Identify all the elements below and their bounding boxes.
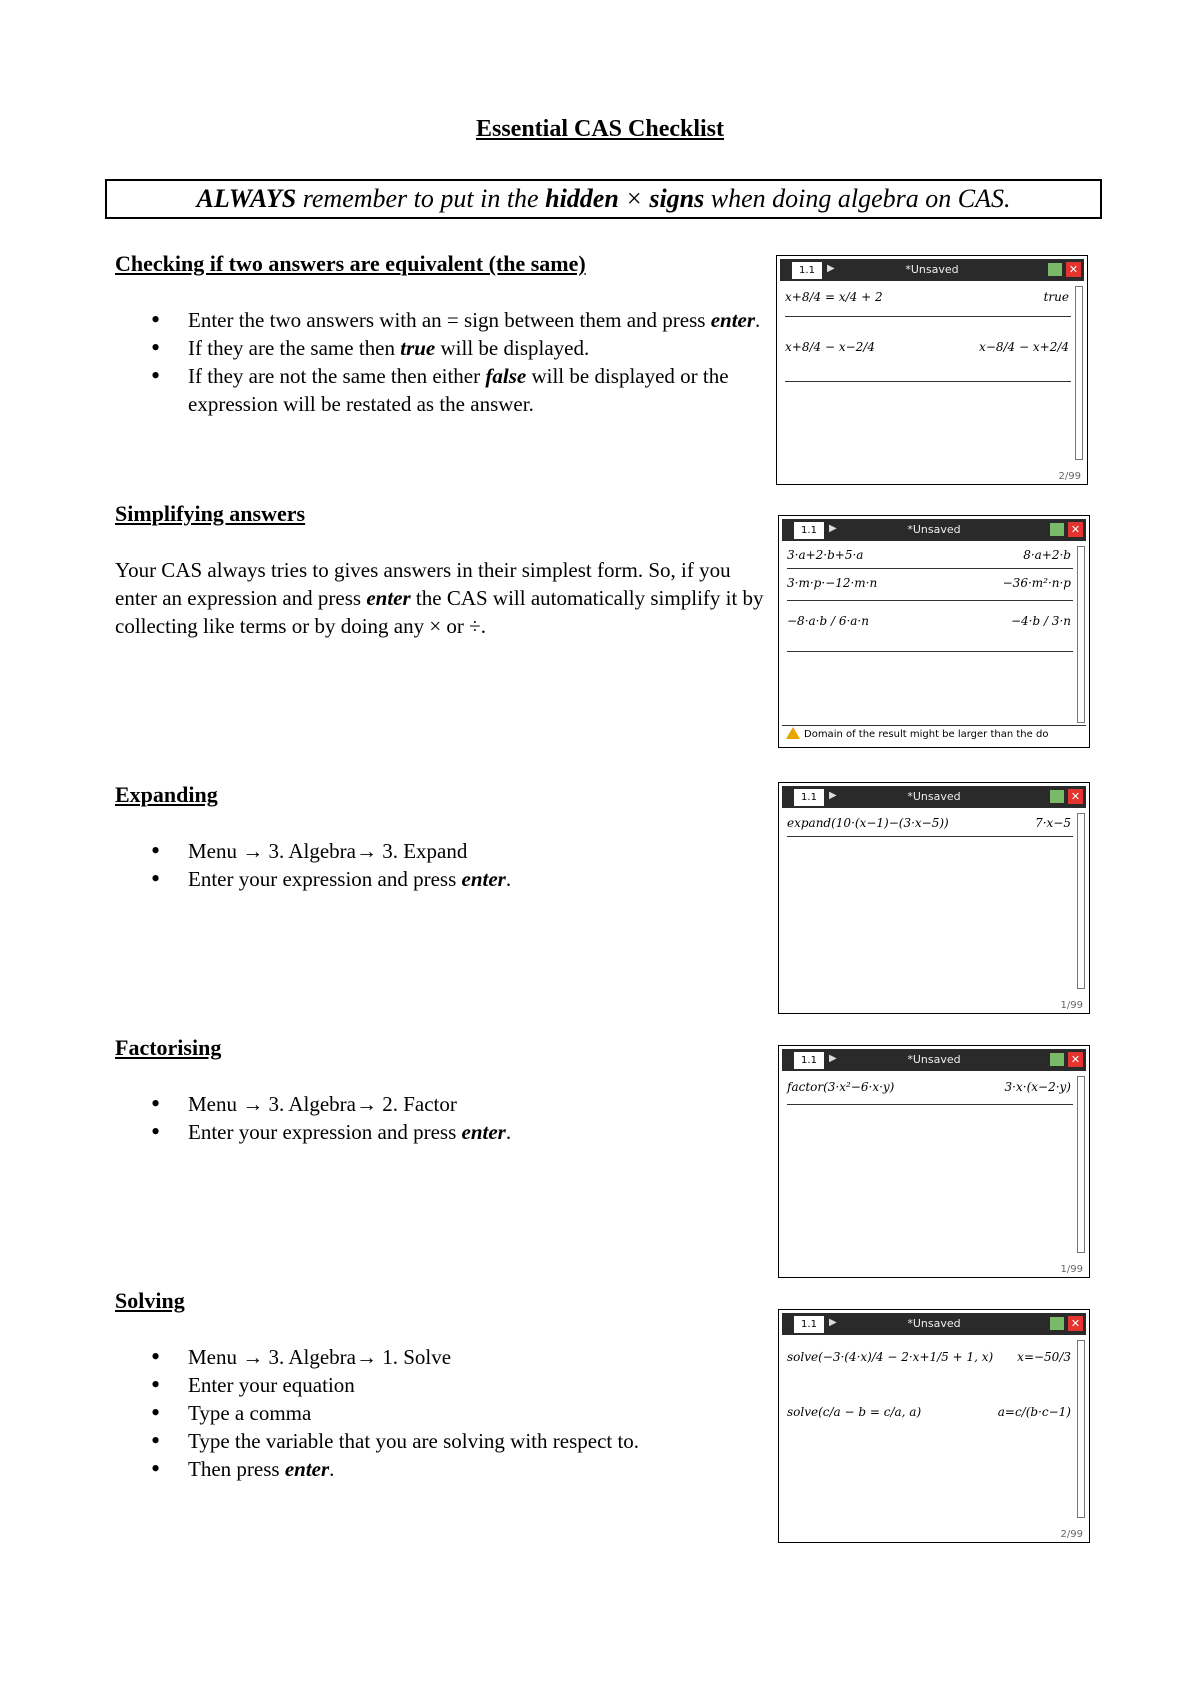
calculator-screenshot: 1.1 ▶ *Unsaved ✕ expand(10·(x−1)−(3·x−5)) 7·x−5 1/99 <box>778 782 1090 1014</box>
warning-icon <box>786 727 800 739</box>
banner-text-1: remember to put in the <box>296 184 546 213</box>
entry-counter: 2/99 <box>1058 471 1081 482</box>
section-expanding <box>115 781 765 893</box>
banner-always: ALWAYS <box>196 184 297 213</box>
list-item: • Enter your equation <box>115 1371 765 1399</box>
page-title: Essential CAS Checklist <box>475 116 725 142</box>
banner-signs: signs <box>649 184 705 213</box>
battery-icon <box>1050 1053 1064 1066</box>
section-heading: Checking if two answers are equivalent (the same) <box>115 251 586 276</box>
tab-1-1: 1.1 <box>794 789 824 806</box>
list-item: • Menu → 3. Algebra→ 2. Factor <box>115 1090 765 1118</box>
close-icon: ✕ <box>1068 1052 1083 1067</box>
list-item: • Menu → 3. Algebra→ 3. Expand <box>115 837 765 865</box>
calculator-screenshot: 1.1 ▶ *Unsaved ✕ x+8/4 = x/4 + 2 true x+8/4 − x−2/4 x−8/4 − x+2/4 2/99 <box>776 255 1088 485</box>
entry-counter: 1/99 <box>1060 1264 1083 1275</box>
section-heading: Factorising <box>115 1035 222 1060</box>
list-item: • Type the variable that you are solving with respect to. <box>115 1427 765 1455</box>
reminder-banner <box>105 179 1102 219</box>
document-name: *Unsaved <box>907 1317 961 1330</box>
list-item: • Then press enter. <box>115 1455 765 1483</box>
close-icon: ✕ <box>1068 522 1083 537</box>
banner-text-2: when doing algebra on CAS. <box>704 184 1011 213</box>
document-name: *Unsaved <box>907 790 961 803</box>
section-heading: Expanding <box>115 782 218 807</box>
arrow-right-icon: ▶ <box>829 790 837 801</box>
bullet-list <box>115 837 765 893</box>
arrow-right-icon: ▶ <box>829 523 837 534</box>
calc-title-bar <box>780 259 1084 281</box>
entry-counter: 2/99 <box>1060 1529 1083 1540</box>
scrollbar <box>1077 813 1085 989</box>
section-equivalent <box>115 250 765 418</box>
scrollbar <box>1077 1340 1085 1518</box>
banner-hidden: hidden <box>545 184 619 213</box>
section-simplifying <box>115 500 765 640</box>
section-solving <box>115 1287 765 1483</box>
tab-1-1: 1.1 <box>794 1052 824 1069</box>
battery-icon <box>1050 1317 1064 1330</box>
list-item: • Enter the two answers with an = sign between them and press enter. <box>115 306 765 334</box>
section-factorising <box>115 1034 765 1146</box>
document-name: *Unsaved <box>907 1053 961 1066</box>
arrow-right-icon: ▶ <box>829 1053 837 1064</box>
document-name: *Unsaved <box>907 523 961 536</box>
list-item: • If they are the same then true will be displayed. <box>115 334 765 362</box>
battery-icon <box>1050 523 1064 536</box>
calculator-screenshot: 1.1 ▶ *Unsaved ✕ solve(−3·(4·x)/4 − 2·x+1/5 + 1, x) x=−50/3 solve(c/a − b = c/a, a) a=c/(b·c−1) 2/99 <box>778 1309 1090 1543</box>
list-item: • Menu → 3. Algebra→ 1. Solve <box>115 1343 765 1371</box>
arrow-right-icon: ▶ <box>829 1317 837 1328</box>
tab-1-1: 1.1 <box>792 262 822 279</box>
section-heading: Solving <box>115 1288 185 1313</box>
scrollbar <box>1077 1076 1085 1253</box>
list-item: • If they are not the same then either false will be displayed or the expression will be restated as the answer. <box>115 362 765 418</box>
tab-1-1: 1.1 <box>794 1316 824 1333</box>
scrollbar <box>1077 546 1085 723</box>
calculator-screenshot: 1.1 ▶ *Unsaved ✕ factor(3·x²−6·x·y) 3·x·(x−2·y) 1/99 <box>778 1045 1090 1278</box>
bullet-list <box>115 1090 765 1146</box>
close-icon: ✕ <box>1068 1316 1083 1331</box>
tab-1-1: 1.1 <box>794 522 824 539</box>
arrow-right-icon: ▶ <box>827 263 835 274</box>
calc-title-bar <box>782 1049 1086 1071</box>
calculator-screenshot: 1.1 ▶ *Unsaved ✕ 3·a+2·b+5·a 8·a+2·b 3·m·p·−12·m·n −36·m²·n·p −8·a·b / 6·a·n −4·b / 3·n Domain of the result might be larger than the do <box>778 515 1090 748</box>
section-heading: Simplifying answers <box>115 501 306 526</box>
battery-icon <box>1048 263 1062 276</box>
list-item: • Enter your expression and press enter. <box>115 1118 765 1146</box>
calc-title-bar <box>782 786 1086 808</box>
list-item: • Type a comma <box>115 1399 765 1427</box>
document-name: *Unsaved <box>905 263 959 276</box>
close-icon: ✕ <box>1066 262 1081 277</box>
banner-times: × <box>618 184 650 213</box>
paragraph: Your CAS always tries to gives answers in their simplest form. So, if you enter an expression and press enter the CAS will automatically simplify it by collecting like terms or by doing any × or ÷. <box>115 558 764 638</box>
warning-bar: Domain of the result might be larger than the do <box>782 725 1086 744</box>
close-icon: ✕ <box>1068 789 1083 804</box>
calc-title-bar <box>782 519 1086 541</box>
list-item: • Enter your expression and press enter. <box>115 865 765 893</box>
scrollbar <box>1075 286 1083 460</box>
battery-icon <box>1050 790 1064 803</box>
calc-title-bar <box>782 1313 1086 1335</box>
bullet-list <box>115 306 765 418</box>
bullet-list <box>115 1343 765 1483</box>
entry-counter: 1/99 <box>1060 1000 1083 1011</box>
